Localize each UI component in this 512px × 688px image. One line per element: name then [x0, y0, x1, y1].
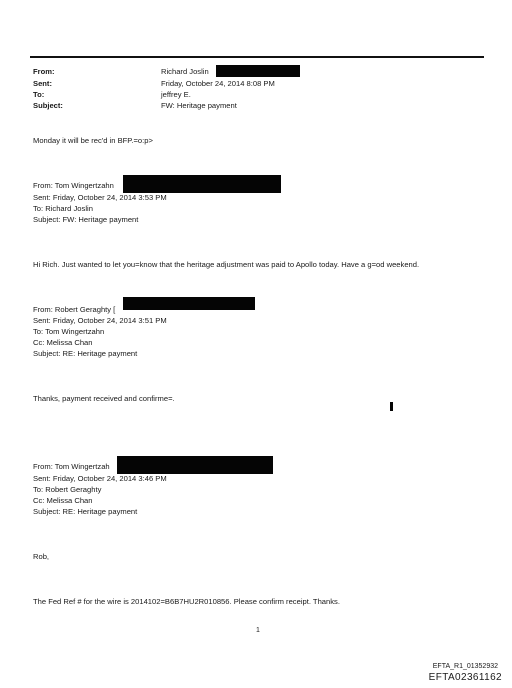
quoted-cc: Cc: Melissa Chan	[33, 338, 93, 347]
message-body: Hi Rich. Just wanted to let you=know that the heritage adjustment was paid to Apollo today. Have a g=od weekend.	[33, 260, 420, 269]
greeting: Rob,	[33, 552, 50, 561]
quoted-from: From: Tom Wingertzahn	[33, 181, 114, 190]
quoted-sent: Sent: Friday, October 24, 2014 3:46 PM	[33, 474, 167, 483]
quoted-subject: Subject: RE: Heritage payment	[33, 349, 138, 358]
sent-value: Friday, October 24, 2014 8:08 PM	[161, 79, 275, 88]
quoted-cc: Cc: Melissa Chan	[33, 496, 93, 505]
stray-mark	[390, 402, 393, 411]
quoted-subject: Subject: FW: Heritage payment	[33, 215, 139, 224]
message-body: Monday it will be rec'd in BFP.=o:p>	[33, 136, 153, 145]
page-number: 1	[256, 627, 260, 634]
quoted-to: To: Robert Geraghty	[33, 485, 102, 494]
message-body: The Fed Ref # for the wire is 2014102=B6B7HU2R010856. Please confirm receipt. Thanks.	[33, 597, 340, 606]
footer-id: EFTA_R1_01352932	[432, 663, 498, 670]
quoted-subject: Subject: RE: Heritage payment	[33, 507, 138, 516]
quoted-to: To: Tom Wingertzahn	[33, 327, 105, 336]
quoted-sent: Sent: Friday, October 24, 2014 3:51 PM	[33, 316, 167, 325]
to-value: jeffrey E.	[161, 90, 191, 99]
bates-number: EFTA02361162	[428, 672, 502, 683]
to-label: To:	[33, 90, 45, 99]
quoted-sent: Sent: Friday, October 24, 2014 3:53 PM	[33, 193, 167, 202]
redaction-box	[123, 297, 255, 310]
header-rule	[30, 56, 484, 58]
quoted-to: To: Richard Joslin	[33, 204, 93, 213]
sent-label: Sent:	[33, 79, 52, 88]
quoted-from: From: Robert Geraghty [	[33, 305, 116, 314]
redaction-box	[216, 65, 300, 77]
from-label: From:	[33, 67, 55, 76]
subject-label: Subject:	[33, 101, 63, 110]
message-body: Thanks, payment received and confirme=.	[33, 394, 175, 403]
redaction-box	[117, 456, 273, 474]
from-value: Richard Joslin	[161, 67, 209, 76]
subject-value: FW: Heritage payment	[161, 101, 237, 110]
quoted-from: From: Tom Wingertzah	[33, 462, 110, 471]
redaction-box	[123, 175, 281, 193]
